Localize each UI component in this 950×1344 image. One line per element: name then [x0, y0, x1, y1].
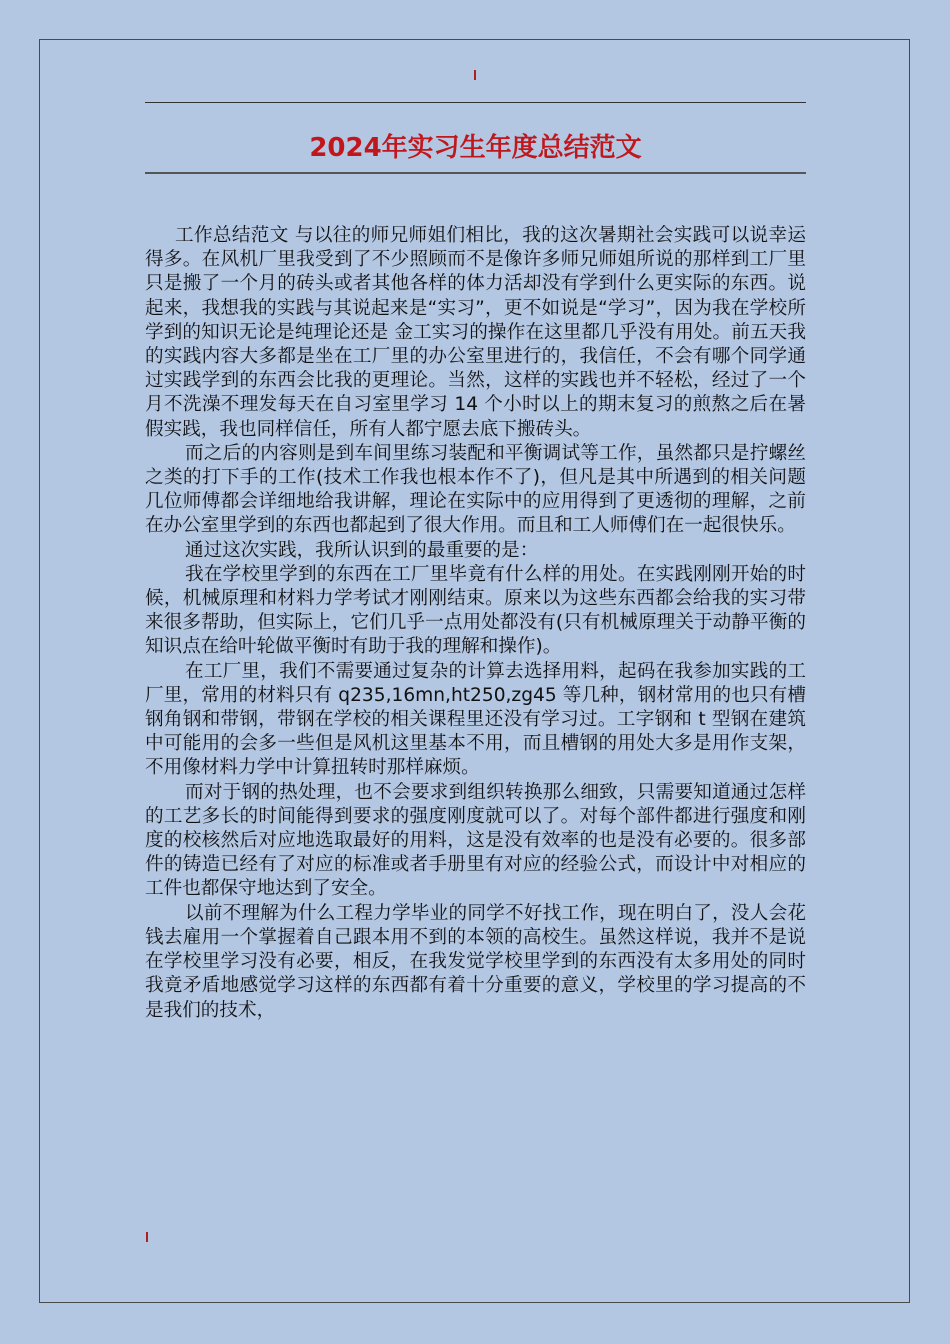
paragraph: 工作总结范文 与以往的师兄师姐们相比，我的这次暑期社会实践可以说幸运得多。在风机厂里我受到了不少照顾而不是像许多师兄师姐所说的那样到工厂里只是搬了一个月的砖头或者其他各样的体力活却没有学到什么更实际的东西。说起来，我想我的实践与其说起来是“实习”，更不如说是“学习”，因为我在学校所学到的知识无论是纯理论还是 金工实习的操作在这里都几乎没有用处。前五天我的实践内容大多都是坐在工厂里的办公室里进行的，我信任，不会有哪个同学通过实践学到的东西会比我的更理论。当然，这样的实践也并不轻松，经过了一个月不洗澡不理发每天在自习室里学习 14 个小时以上的期末复习的煎熬之后在暑假实践，我也同样信任，所有人都宁愿去底下搬砖头。 — [145, 225, 806, 440]
paragraph: 在工厂里，我们不需要通过复杂的计算去选择用料，起码在我参加实践的工厂里，常用的材料只有 q235,16mn,ht250,zg45 等几种，钢材常用的也只有槽钢角钢和带钢，带钢在学校的相关课程里还没有学习过。工字钢和 t 型钢在建筑中可能用的会多一些但是风机这里基本不用，而且槽钢的用处大多是用作支架，不用像材料力学中计算扭转时那样麻烦。 — [145, 660, 806, 779]
header-divider — [145, 102, 806, 103]
document-title: 2024年实习生年度总结范文 — [309, 133, 642, 163]
paragraph: 而对于钢的热处理，也不会要求到组织转换那么细致，只需要知道通过怎样的工艺多长的时间能得到要求的强度刚度就可以了。对每个部件都进行强度和刚度的校核然后对应地选取最好的用料，这是没有效率的也是没有必要的。很多部件的铸造已经有了对应的标准或者手册里有对应的经验公式，而设计中对相应的工件也都保守地达到了安全。 — [145, 781, 806, 900]
paragraph: 以前不理解为什么工程力学毕业的同学不好找工作，现在明白了，没人会花钱去雇用一个掌握着自己跟本用不到的本领的高校生。虽然这样说，我并不是说在学校里学习没有必要，相反，在我发觉学校里学到的东西没有太多用处的同时我竟矛盾地感觉学习这样的东西都有着十分重要的意义，学校里的学习提高的不是我们的技术， — [145, 902, 806, 1021]
header-marker — [474, 70, 476, 80]
paragraph: 通过这次实践，我所认识到的最重要的是： — [185, 539, 539, 561]
title-divider — [145, 172, 806, 174]
paragraph: 我在学校里学到的东西在工厂里毕竟有什么样的用处。在实践刚刚开始的时候，机械原理和材料力学考试才刚刚结束。原来以为这些东西都会给我的实习带来很多帮助，但实际上，它们几乎一点用处都没有(只有机械原理关于动静平衡的知识点在给叶轮做平衡时有助于我的理解和操作)。 — [145, 563, 806, 658]
paragraph: 而之后的内容则是到车间里练习装配和平衡调试等工作，虽然都只是拧螺丝之类的打下手的工作(技术工作我也根本作不了)，但凡是其中所遇到的相关问题几位师傅都会详细地给我讲解，理论在实际中的应用得到了更透彻的理解，之前在办公室里学到的东西也都起到了很大作用。而且和工人师傅们在一起很快乐。 — [145, 442, 806, 537]
document-body — [145, 224, 806, 1023]
footer-marker — [146, 1232, 148, 1242]
